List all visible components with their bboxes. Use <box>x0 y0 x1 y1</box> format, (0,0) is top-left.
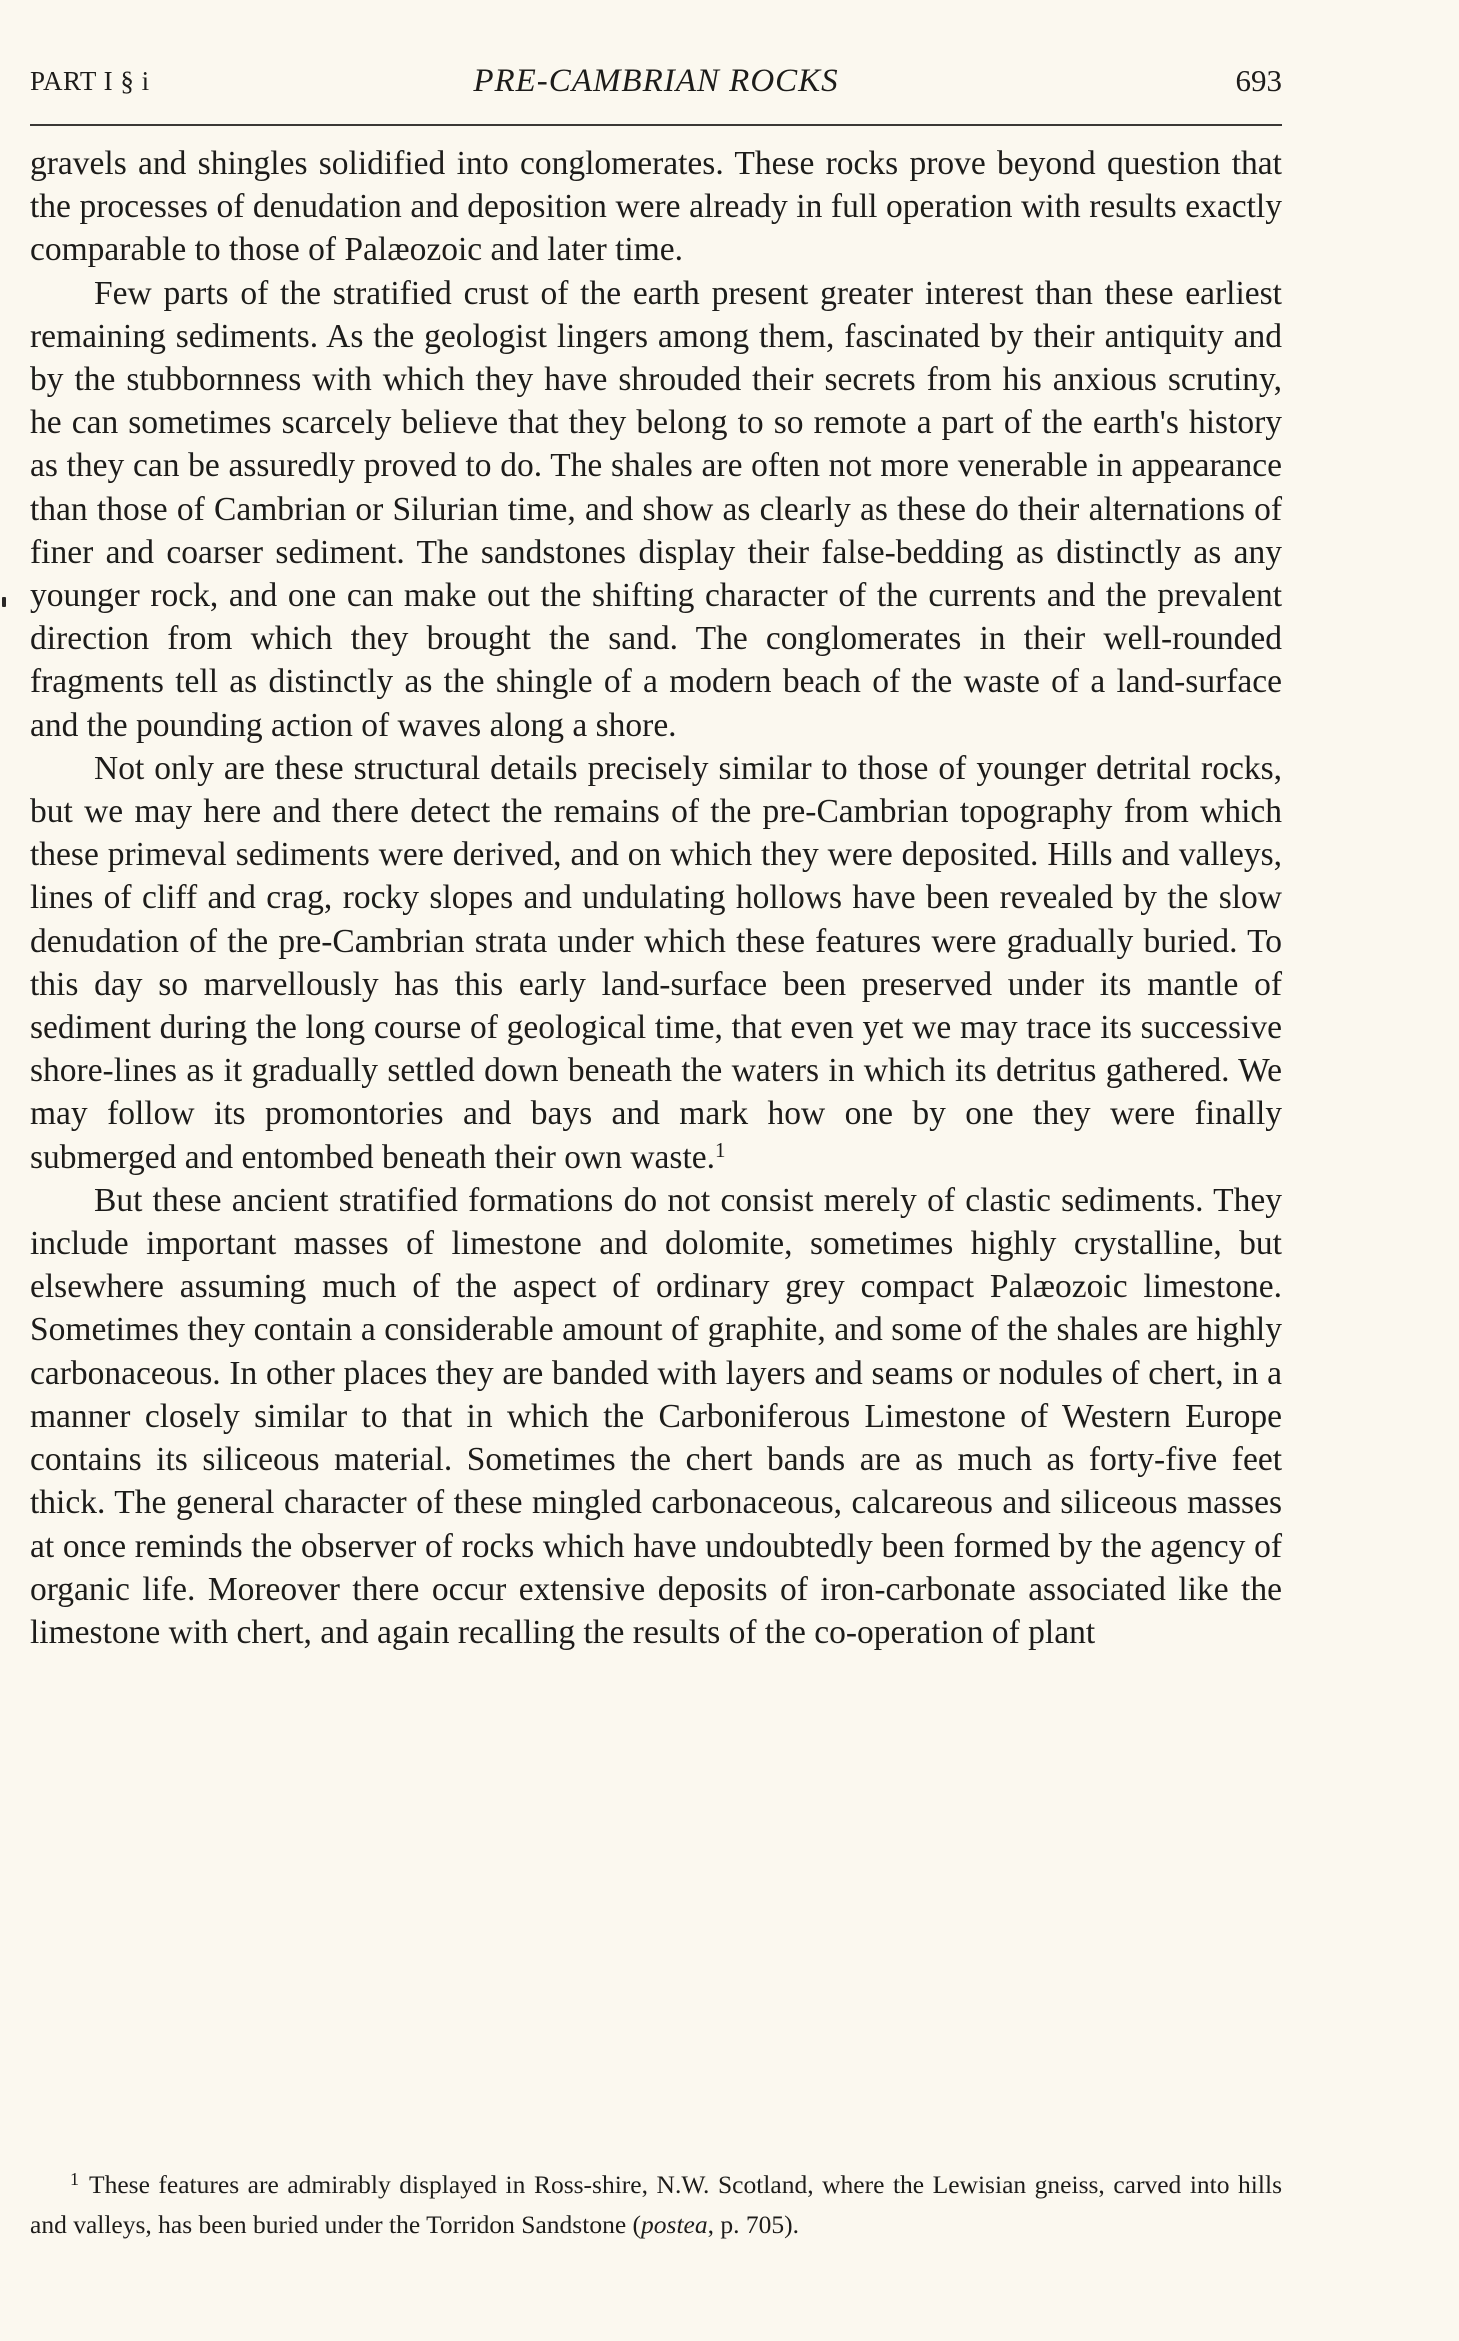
body-text <box>30 142 1282 1654</box>
running-header <box>30 58 1282 104</box>
paragraph-3 <box>30 747 1282 1179</box>
footnote-text-after: , p. 705). <box>707 2210 799 2239</box>
paragraph-4: But these ancient stratified formations do not consist merely of clastic sediments. They include important masses of limestone and dolomite, sometimes highly crystalline, but elsewhere assuming much of the aspect of ordinary grey compact Palæozoic limestone. Sometimes they contain a considerable amount of graphite, and some of the shales are highly carbonaceous. In other places they are banded with layers and seams or nodules of chert, in a manner closely similar to that in which the Carboniferous Limestone of Western Europe contains its siliceous material. Sometimes the chert bands are as much as forty-five feet thick. The general character of these mingled carbonaceous, calcareous and siliceous masses at once reminds the observer of rocks which have undoubtedly been formed by the agency of organic life. Moreover there occur extensive deposits of iron-carbonate associated like the limestone with chert, and again recalling the results of the co-operation of plant <box>30 1181 1282 1651</box>
footnote-number: 1 <box>70 2169 79 2189</box>
header-rule <box>30 124 1282 126</box>
paragraph-2: Few parts of the stratified crust of the earth present greater interest than these earliest remaining sediments. As the geologist lingers among them, fascinated by their antiquity and by the stubbornness with which they have shrouded their secrets from his anxious scrutiny, he can sometimes scarcely believe that they belong to so remote a part of the earth's history as they can be assuredly proved to do. The shales are often not more venerable in appearance than those of Cambrian or Silurian time, and show as clearly as these do their alternations of finer and coarser sediment. The sandstones display their false-bedding as distinctly as any younger rock, and one can make out the shifting character of the currents and the prevalent direction from which they brought the sand. The conglomerates in their well-rounded fragments tell as distinctly as the shingle of a modern beach of the waste of a land-surface and the pounding action of waves along a shore. <box>30 274 1282 744</box>
part-section-label: PART I § i <box>30 66 150 96</box>
footnote-text-before: These features are admirably displayed in Ross-shire, N.W. Scotland, where the Lewisian gneiss, carved into hills and valleys, has been buried under the Torridon Sandstone ( <box>30 2170 1282 2239</box>
book-page <box>30 58 1282 2239</box>
footnote-italic-ref: postea <box>641 2210 708 2239</box>
paragraph-3-text: Not only are these structural details precisely similar to those of younger detrital rocks, but we may here and there detect the remains of the pre-Cambrian topography from which these primeval sediments were derived, and on which they were deposited. Hills and valleys, lines of cliff and crag, rocky slopes and undulating hollows have been revealed by the slow denudation of the pre-Cambrian strata under which these features were gradually buried. To this day so marvellously has this early land-surface been preserved under its mantle of sediment during the long course of geological time, that even yet we may trace its successive shore-lines as it gradually settled down beneath the waters in which its detritus gathered. We may follow its promontories and bays and mark how one by one they were finally submerged and entombed beneath their own waste. <box>30 749 1282 1176</box>
footnote-reference: 1 <box>715 1137 726 1162</box>
paragraph-1: gravels and shingles solidified into conglomerates. These rocks prove beyond question that the processes of denudation and deposition were already in full operation with results exactly comparable to those of Palæozoic and later time. <box>30 145 1282 269</box>
chapter-title: PRE-CAMBRIAN ROCKS <box>473 63 839 99</box>
footnote <box>30 2165 1282 2245</box>
margin-mark <box>2 597 6 607</box>
page-number: 693 <box>1235 63 1282 98</box>
footnote-1 <box>30 2165 1282 2245</box>
